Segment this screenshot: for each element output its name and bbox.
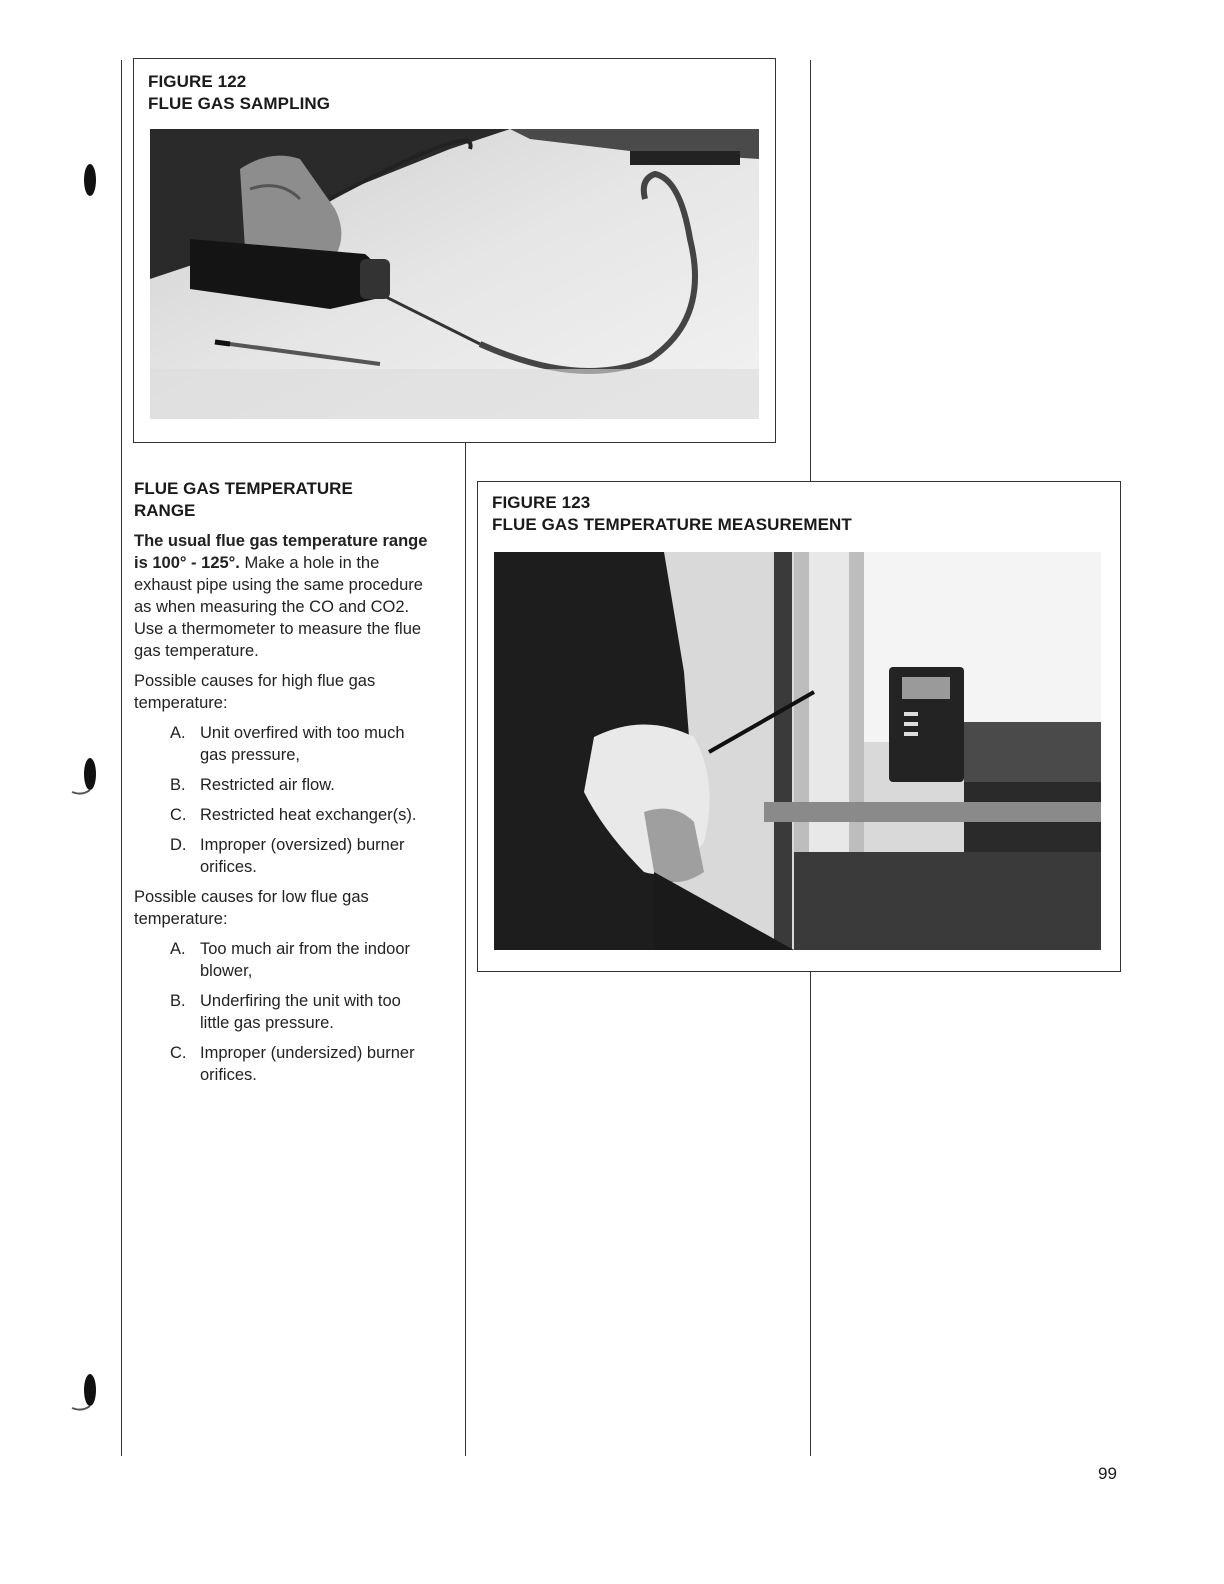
- list-item: A. Too much air from the indoor blower,: [170, 940, 411, 980]
- intro-rest-text: Make a hole in the exhaust pipe using the same procedure as when measuring the CO and CO2. Use a thermometer to measure the flue gas temperature.: [134, 554, 423, 660]
- low-causes-list: [134, 938, 434, 1086]
- figure-122-title: FLUE GAS SAMPLING: [148, 94, 331, 113]
- list-item: C. Restricted heat exchanger(s).: [170, 806, 417, 824]
- intro-paragraph: [134, 530, 434, 662]
- figure-122-label: FIGURE 122: [148, 72, 247, 91]
- binder-hole-bottom: [70, 1372, 100, 1414]
- figure-123-photo: [494, 552, 1101, 950]
- binder-hole-top: [82, 162, 98, 198]
- binder-hole-middle: [70, 756, 100, 798]
- list-item: B. Restricted air flow.: [170, 776, 335, 794]
- section-heading-line-1: FLUE GAS TEMPERATURE: [134, 479, 353, 498]
- high-causes-intro: Possible causes for high flue gas temperature:: [134, 672, 376, 712]
- temperature-section: [134, 478, 434, 1094]
- low-causes-intro: Possible causes for low flue gas temperature:: [134, 888, 369, 928]
- section-heading: [134, 478, 434, 522]
- figure-122-box: [133, 58, 776, 443]
- figure-123-label: FIGURE 123: [492, 493, 591, 512]
- figure-123-title: FLUE GAS TEMPERATURE MEASUREMENT: [492, 515, 852, 534]
- list-item: B. Underfiring the unit with too little gas pressure.: [170, 992, 401, 1032]
- center-column-rule: [465, 443, 466, 1456]
- page-number: 99: [1098, 1464, 1117, 1483]
- list-item: C. Improper (undersized) burner orifices.: [170, 1044, 415, 1084]
- high-causes-list: [134, 722, 434, 878]
- list-item: A. Unit overfired with too much gas pressure,: [170, 724, 405, 764]
- left-margin-rule: [121, 60, 122, 1456]
- figure-122-photo: [150, 129, 759, 419]
- section-heading-line-2: RANGE: [134, 501, 196, 520]
- list-item: D. Improper (oversized) burner orifices.: [170, 836, 405, 876]
- figure-123-box: [477, 481, 1121, 972]
- intro-bold-text: The usual flue gas temperature range is 100° - 125°.: [134, 532, 428, 572]
